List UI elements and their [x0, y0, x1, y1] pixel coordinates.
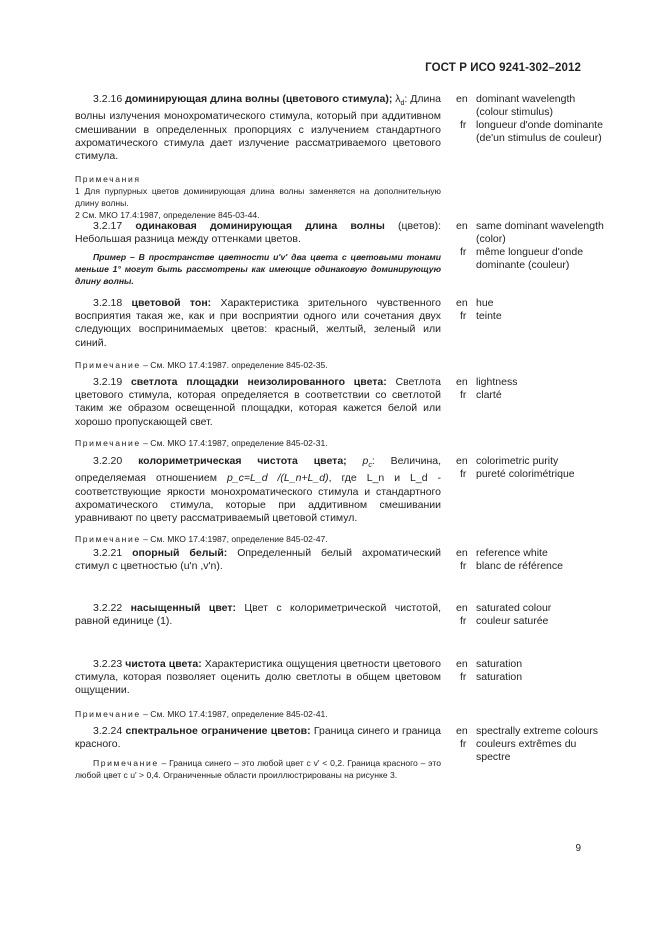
definition: Светлота цветового стимула, которая определяется в соответствии со светлотой таким же образом освещенной площадки, которая кажется белой или хорошо пропускающей свет. — [75, 376, 441, 428]
multilingual-terms: en saturation fr saturation — [456, 658, 606, 684]
note-label: Примечание — [75, 534, 141, 545]
english-term: hue — [476, 297, 494, 309]
note-label: Примечание — [75, 437, 141, 448]
term: насыщенный цвет: — [130, 602, 236, 614]
term: светлота площадки неизолированного цвета: — [130, 376, 387, 388]
document-header: ГОСТ Р ИСО 9241-302–2012 — [425, 62, 581, 74]
entry-number: 3.2.22 — [93, 602, 123, 614]
english-term: spectrally extreme colours — [476, 725, 598, 737]
note-label: Примечание — [75, 359, 141, 370]
entry-number: 3.2.20 — [93, 455, 123, 467]
multilingual-terms: en lightness fr clarté — [456, 376, 606, 402]
term: спектральное ограничение цветов: — [125, 725, 311, 737]
multilingual-terms: en reference white fr blanc de référence — [456, 547, 606, 573]
example: Пример – В пространстве цветности u'v' два цвета с цветовыми тонами меньше 1° могут быть рассмотрены как имеющие одинаковую доминирующую длину волны. — [75, 252, 441, 287]
note-2: 2 См. МКО 17.4:1987, определение 845-03-44. — [75, 210, 260, 221]
note: – См. МКО 17.4:1987, определение 845-02-47. — [140, 534, 328, 545]
note-label: Примечание — [75, 708, 141, 719]
definition: Граница синего и граница красного. — [75, 725, 442, 751]
definition: Цвет с колориметрической чистотой, равной единице (1). — [75, 602, 441, 628]
entry-number: 3.2.16 — [93, 93, 123, 105]
multilingual-terms: en colorimetric purity fr pureté colorimétrique — [456, 455, 606, 481]
page-number: 9 — [575, 843, 581, 854]
english-term: colorimetric purity — [476, 455, 559, 467]
english-term: saturated colour — [476, 602, 552, 614]
entry-number: 3.2.21 — [93, 547, 123, 559]
entry-number: 3.2.17 — [93, 220, 123, 232]
definition: Характеристика зрительного чувственного восприятия такая же, как и при восприятии одного или сочетания двух следующих воспринимаемых цветов: красный, желтый, зеленый или синий. — [75, 297, 441, 349]
formula: p_c=L_d /(L_n+L_d) — [226, 472, 329, 485]
note: – См. МКО 17.4:1987, определение 845-02-41. — [140, 708, 328, 719]
term: цветовой тон: — [131, 297, 212, 309]
definition: (цветов): Небольшая разница между оттенками цветов. — [75, 220, 441, 246]
definition-b: , где L_n и L_d - соответствующие яркости монохроматического стимула и стандартного ахроматического стимула, которые при аддитивном смешивании уравнивают по цвету рассматриваемый цветовой стимул. — [75, 472, 442, 524]
entry-number: 3.2.23 — [93, 658, 123, 670]
term: чистота цвета: — [125, 658, 202, 670]
multilingual-terms: en same dominant wavelength (color) fr même longueur d'onde dominante (couleur) — [456, 220, 606, 272]
french-term: clarté — [476, 389, 502, 401]
definition: Определенный белый ахроматический стимул с цветностью (u'n ,v'n). — [75, 547, 441, 573]
english-term: saturation — [476, 658, 523, 670]
multilingual-terms: en spectrally extreme colours fr couleurs extrêmes du spectre — [456, 725, 606, 764]
french-term: pureté colorimétrique — [476, 468, 575, 480]
english-term: reference white — [476, 547, 548, 559]
note-label: Примечание — [93, 758, 159, 769]
definition: : Длина волны излучения монохроматического стимула, который при аддитивном смешивании в определенных пропорциях с излучением стандартного ахроматического стимула дает излучение рассматриваемого цветового стимула. — [75, 93, 442, 162]
multilingual-terms: en saturated colour fr couleur saturée — [456, 602, 606, 628]
entry-number: 3.2.19 — [93, 376, 123, 388]
note: – См. МКО 17.4:1987. определение 845-02-35. — [140, 359, 328, 370]
symbol: $\lambda_d$ — [395, 93, 405, 108]
multilingual-terms: en dominant wavelength (colour stimulus) fr longueur d'onde dominante (de'un stimulus de couleur) — [456, 93, 606, 145]
definition-a: : Величина, определяемая отношением — [75, 455, 441, 485]
french-term: couleur saturée — [476, 615, 549, 627]
term: доминирующая длина волны (цветового стимула); — [125, 93, 393, 105]
french-term: couleurs extrêmes du spectre — [476, 738, 577, 763]
term: одинаковая доминирующая длина волны — [135, 220, 385, 232]
french-term: même longueur d'onde dominante (couleur) — [476, 246, 584, 271]
symbol: $p_c$ — [362, 455, 372, 470]
entry-number: 3.2.18 — [93, 297, 123, 309]
definition: Характеристика ощущения цветности цветового стимула, которая позволяет оценить долю светлоты в общем цветовом ощущении. — [75, 658, 441, 697]
term: колориметрическая чистота цвета; — [138, 455, 347, 467]
french-term: longueur d'onde dominante (de'un stimulus de couleur) — [476, 119, 603, 144]
notes-title: Примечания — [75, 174, 141, 185]
multilingual-terms: en hue fr teinte — [456, 297, 606, 323]
note: – Граница синего – это любой цвет с v' < 0,2. Граница красного – это любой цвет с u' > 0,4. Ограниченные области проиллюстрированы на рисунке 3. — [75, 758, 441, 781]
french-term: teinte — [476, 310, 502, 322]
french-term: blanc de référence — [476, 560, 563, 572]
english-term: dominant wavelength (colour stimulus) — [476, 93, 576, 118]
english-term: lightness — [476, 376, 518, 388]
term: опорный белый: — [132, 547, 228, 559]
french-term: saturation — [476, 671, 523, 683]
note-1: 1 Для пурпурных цветов доминирующая длина волны заменяется на дополнительную длину волны. — [75, 186, 441, 209]
english-term: same dominant wavelength (color) — [476, 220, 604, 245]
note: – См. МКО 17.4:1987, определение 845-02-31. — [140, 437, 328, 448]
entry-number: 3.2.24 — [93, 725, 123, 737]
